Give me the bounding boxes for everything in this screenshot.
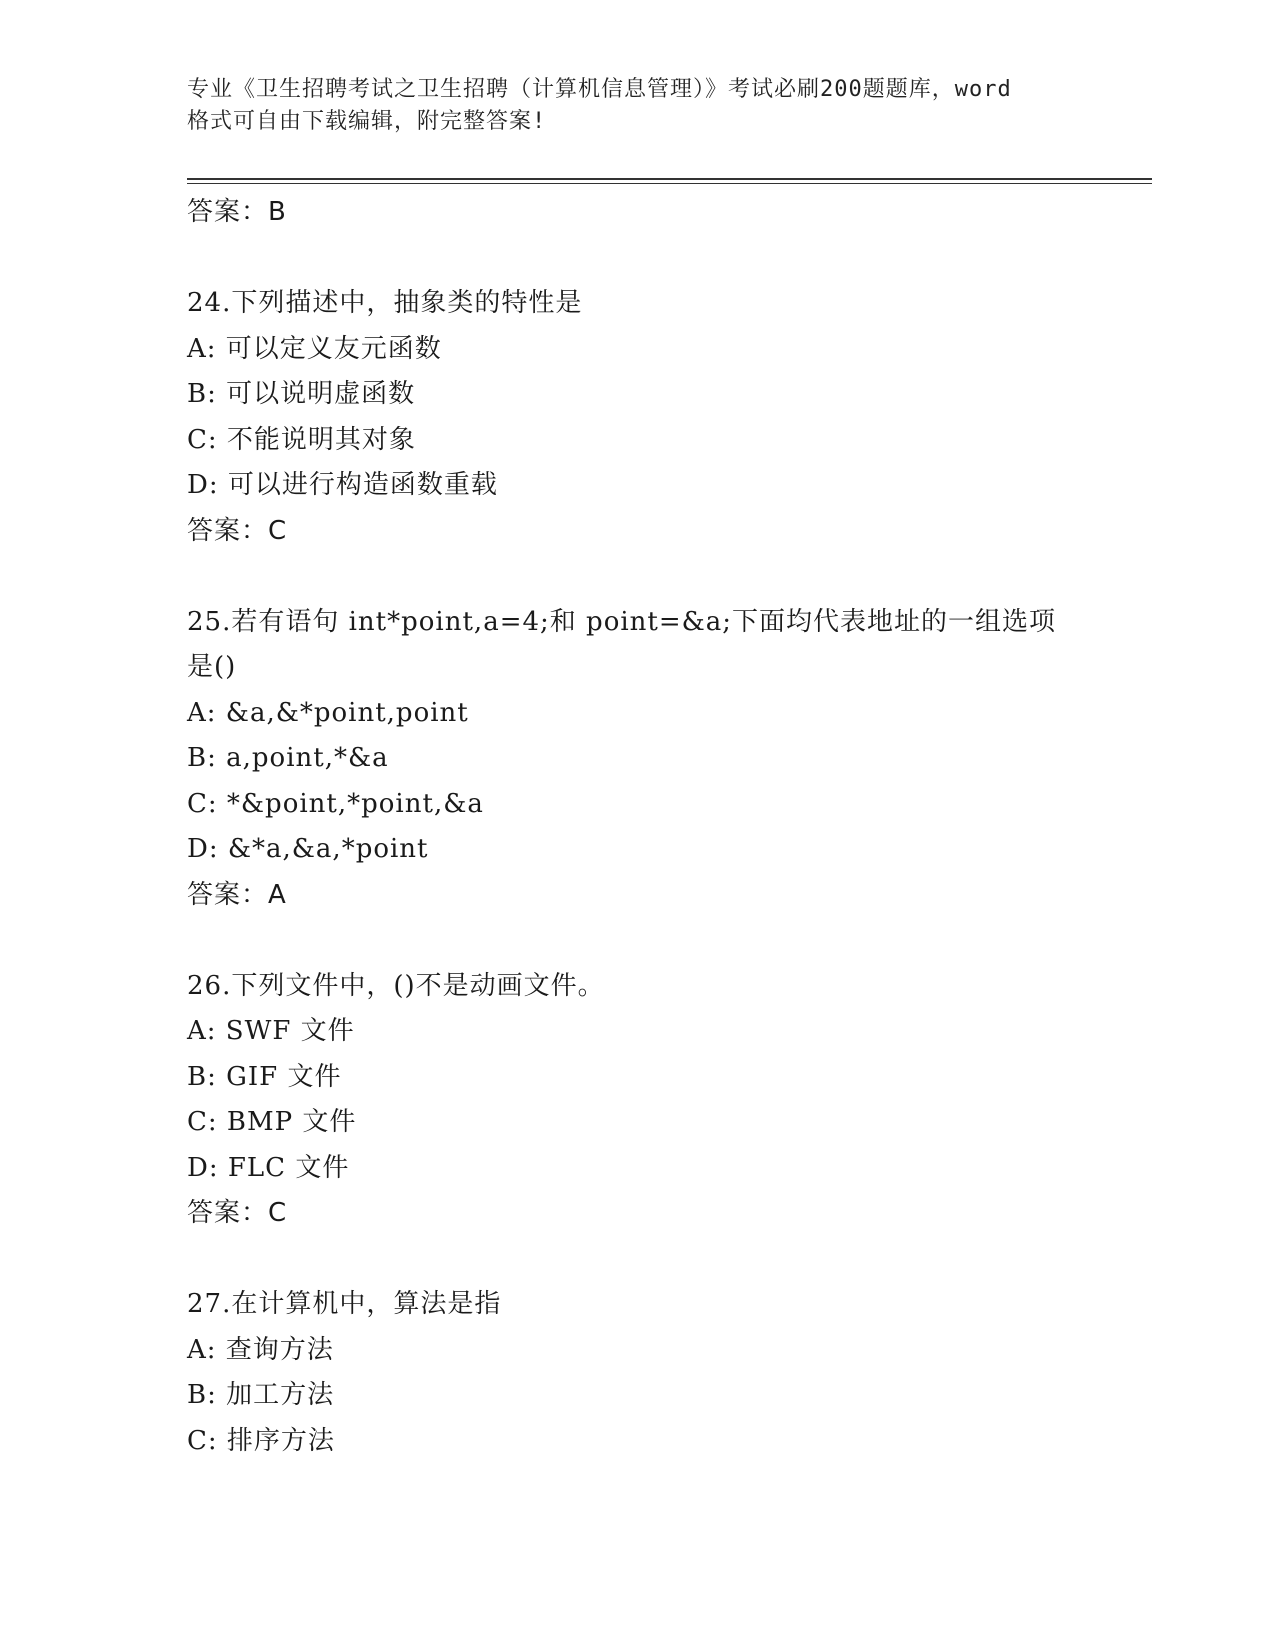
question-26	[187, 964, 1087, 1237]
option-b: B: 可以说明虚函数	[187, 379, 416, 409]
option-a: A: 查询方法	[187, 1334, 334, 1365]
question-stem-line-2: 是()	[187, 652, 237, 682]
question-stem: 26.下列文件中，()不是动画文件。	[187, 970, 605, 1001]
spacer	[187, 236, 1087, 282]
answer-label: 答案：C	[187, 1198, 288, 1228]
option-b: B: a,point,*&a	[187, 743, 389, 773]
question-25	[187, 600, 1087, 919]
option-d: D: 可以进行构造函数重载	[187, 470, 498, 500]
option-b: B: GIF 文件	[187, 1061, 342, 1092]
question-24	[187, 281, 1087, 554]
question-27	[187, 1282, 1087, 1464]
option-b: B: 加工方法	[187, 1380, 335, 1410]
option-a: A: 可以定义友元函数	[187, 333, 442, 364]
question-stem: 24.下列描述中，抽象类的特性是	[187, 288, 583, 318]
header-title-line-1: 专业《卫生招聘考试之卫生招聘（计算机信息管理）》考试必刷200题题库，word	[187, 77, 1012, 102]
option-d: D: FLC 文件	[187, 1152, 350, 1183]
option-c: C: 排序方法	[187, 1425, 335, 1456]
option-a: A: SWF 文件	[187, 1016, 355, 1046]
option-c: C: 不能说明其对象	[187, 424, 416, 455]
option-d: D: &*a,&a,*point	[187, 834, 429, 864]
previous-answer: 答案：B	[187, 197, 287, 227]
spacer	[187, 1237, 1087, 1283]
header-divider-thick	[187, 178, 1152, 180]
document-header	[187, 74, 1087, 138]
question-stem-line-1: 25.若有语句 int*point,a=4;和 point=&a;下面均代表地址的一组选项	[187, 606, 1057, 637]
header-title-line-2: 格式可自由下载编辑，附完整答案!	[187, 109, 547, 134]
question-stem: 27.在计算机中，算法是指	[187, 1289, 502, 1319]
spacer	[187, 554, 1087, 600]
answer-label: 答案：C	[187, 515, 288, 546]
answer-label: 答案：A	[187, 879, 287, 910]
option-c: C: *&point,*point,&a	[187, 788, 484, 819]
option-a: A: &a,&*point,point	[187, 697, 469, 728]
option-c: C: BMP 文件	[187, 1107, 357, 1137]
header-divider-thin	[187, 183, 1152, 184]
spacer	[187, 918, 1087, 964]
question-list	[187, 190, 1087, 1464]
